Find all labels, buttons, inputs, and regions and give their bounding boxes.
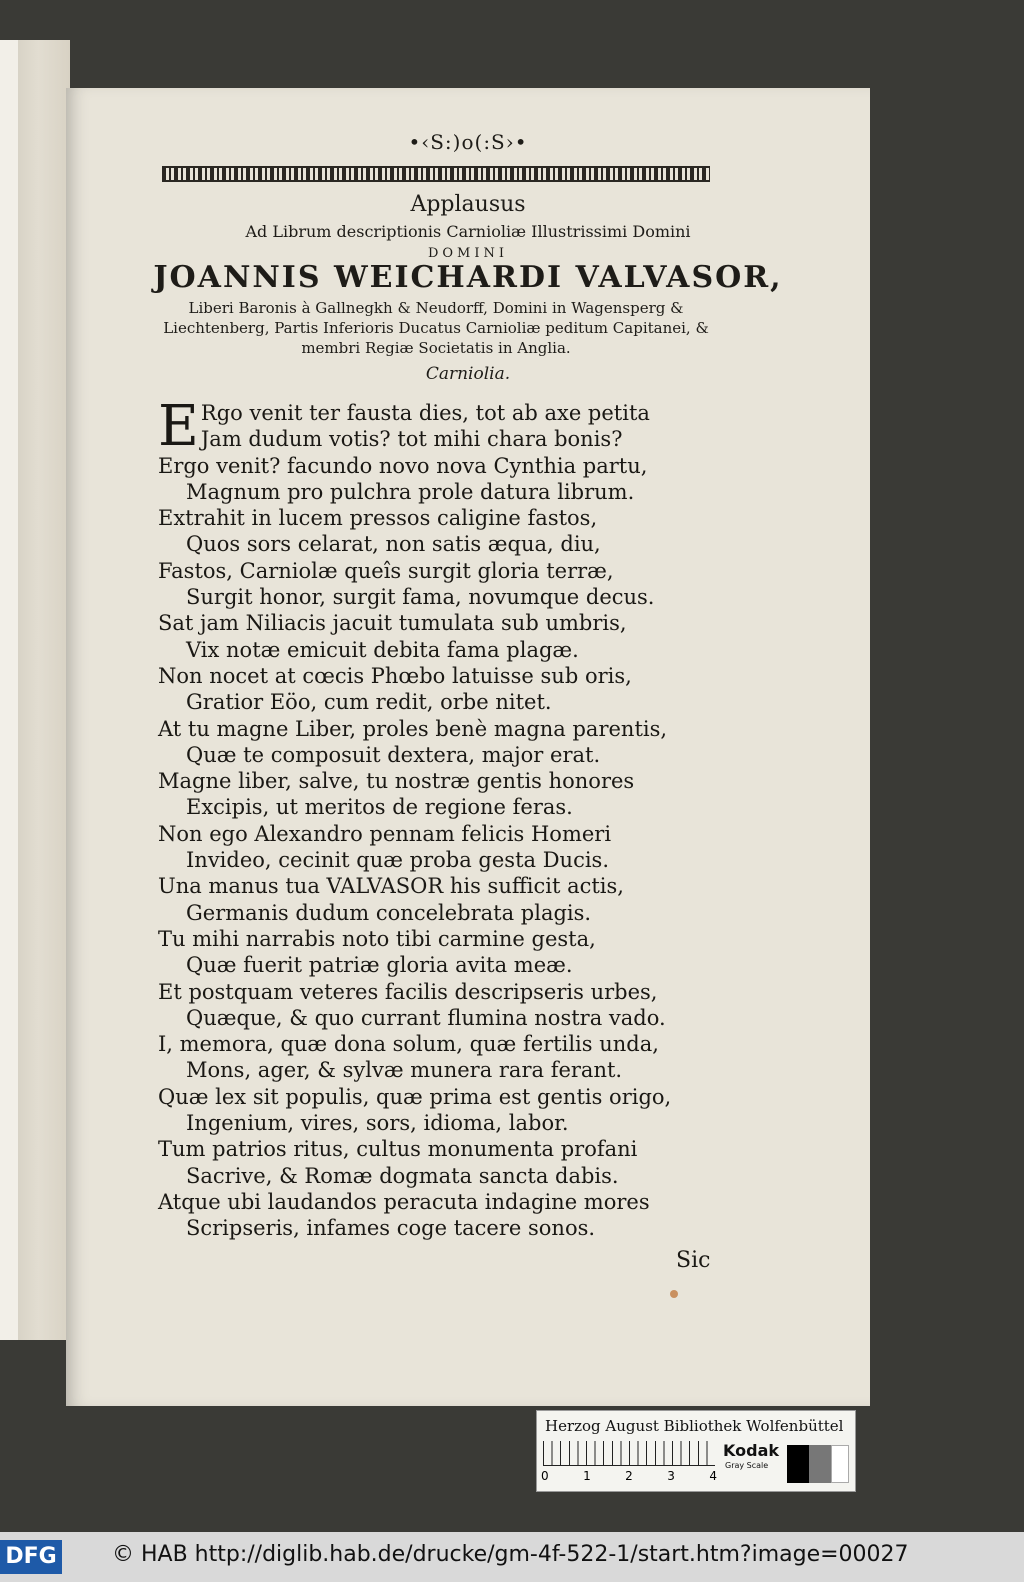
heading-domini: DOMINI — [427, 246, 509, 261]
facing-page-edge — [0, 40, 70, 1340]
poem-line: Sacrive, & Romæ dogmata sancta dabis. — [186, 1163, 619, 1188]
poem — [158, 394, 718, 1242]
poem-line: Jam dudum votis? tot mihi chara bonis? — [200, 427, 623, 452]
ruler-numbers — [541, 1469, 717, 1483]
poem-line: Ergo venit? facundo novo nova Cynthia partu, — [158, 453, 648, 478]
poem-line: Tum patrios ritus, cultus monumenta profani — [158, 1137, 638, 1162]
poem-line-first-text: Rgo venit ter fausta dies, tot ab axe petita — [200, 401, 650, 425]
poem-line: At tu magne Liber, proles benè magna parentis, — [158, 716, 668, 741]
poem-line: Non ego Alexandro pennam felicis Homeri — [158, 821, 612, 846]
poem-line: Mons, ager, & sylvæ munera rara ferant. — [186, 1058, 623, 1083]
poem-line: Quæ lex sit populis, quæ prima est gentis origo, — [158, 1084, 672, 1109]
poem-line: Tu mihi narrabis noto tibi carmine gesta, — [158, 926, 596, 951]
poem-line: Quæ fuerit patriæ gloria avita meæ. — [186, 953, 573, 978]
ruler-number: 1 — [583, 1469, 591, 1483]
poem-line: Ingenium, vires, sors, idioma, labor. — [186, 1111, 569, 1136]
poem-line: Quæ te composuit dextera, major erat. — [186, 742, 601, 767]
ruler-number: 0 — [541, 1469, 549, 1483]
poem-line: Non nocet at cœcis Phœbo latuisse sub oris, — [158, 663, 632, 688]
poem-line: Fastos, Carniolæ queîs surgit gloria terræ, — [158, 558, 614, 583]
gray-scale-label: Gray Scale — [725, 1461, 769, 1470]
poem-line: Surgit honor, surgit fama, novumque decus. — [186, 585, 655, 610]
footer-bar — [0, 1532, 1024, 1582]
poem-line: Invideo, cecinit quæ proba gesta Ducis. — [186, 848, 610, 873]
ruler-title: Herzog August Bibliothek Wolfenbüttel — [545, 1417, 844, 1435]
paper-stain — [670, 1290, 678, 1298]
heading-applausus: Applausus — [410, 192, 526, 217]
ruler-number: 3 — [667, 1469, 675, 1483]
poem-line: I, memora, quæ dona solum, quæ fertilis unda, — [158, 1032, 659, 1057]
poem-line: Quæque, & quo currant flumina nostra vado. — [186, 1005, 666, 1030]
poem-line: Extrahit in lucem pressos caligine fastos, — [158, 506, 598, 531]
poem-line: Et postquam veteres facilis descripseris urbes, — [158, 979, 658, 1004]
heading-carniolia: Carniolia. — [425, 364, 511, 384]
swatch-white — [831, 1445, 849, 1483]
poem-line: Germanis dudum concelebrata plagis. — [186, 900, 592, 925]
heading-ad-librum: Ad Librum descriptionis Carnioliæ Illustrissimi Domini — [245, 222, 691, 241]
poem-line: Vix notæ emicuit debita fama plagæ. — [186, 637, 579, 662]
poem-line: Magnum pro pulchra prole datura librum. — [186, 479, 635, 504]
running-head: •‹S:)o(:S›• — [408, 130, 528, 154]
dfg-logo: DFG — [0, 1540, 62, 1574]
ornament-band — [162, 166, 710, 182]
book-page — [66, 88, 870, 1406]
poem-line: Atque ubi laudandos peracuta indagine mores — [158, 1189, 650, 1214]
facing-page-margin — [0, 40, 18, 1340]
ruler-scale — [543, 1441, 715, 1466]
swatch-gray — [809, 1445, 831, 1483]
kodak-logo: Kodak — [723, 1441, 779, 1460]
poem-line: Gratior Eöo, cum redit, orbe nitet. — [186, 690, 552, 715]
poem-line: Excipis, ut meritos de regione feras. — [186, 795, 573, 820]
ruler-number: 2 — [625, 1469, 633, 1483]
poem-line: Magne liber, salve, tu nostræ gentis honores — [158, 769, 635, 794]
poem-line: Quos sors celarat, non satis æqua, diu, — [186, 532, 601, 557]
poem-line: Una manus tua VALVASOR his sufficit actis, — [158, 874, 624, 899]
poem-line: Sat jam Niliacis jacuit tumulata sub umbris, — [158, 611, 627, 636]
catchword: Sic — [676, 1248, 711, 1273]
footer-copyright-url[interactable]: © HAB http://diglib.hab.de/drucke/gm-4f-522-1/start.htm?image=00027 — [112, 1542, 909, 1567]
heading-name: JOANNIS WEICHARDI VALVASOR, — [153, 260, 783, 295]
swatch-black — [787, 1445, 809, 1483]
poem-lines — [158, 426, 718, 1241]
drop-cap: E — [158, 394, 199, 459]
poem-line: Scripseris, infames coge tacere sonos. — [186, 1216, 596, 1241]
heading-titles: Liberi Baronis à Gallnegkh & Neudorff, Domini in Wagensperg & Liechtenberg, Partis Inferioris Ducatus Carnioliæ peditum Capitanei, & membri Regiæ Societatis in Anglia. — [163, 299, 709, 357]
color-ruler-card — [536, 1410, 856, 1492]
ruler-number: 4 — [709, 1469, 717, 1483]
